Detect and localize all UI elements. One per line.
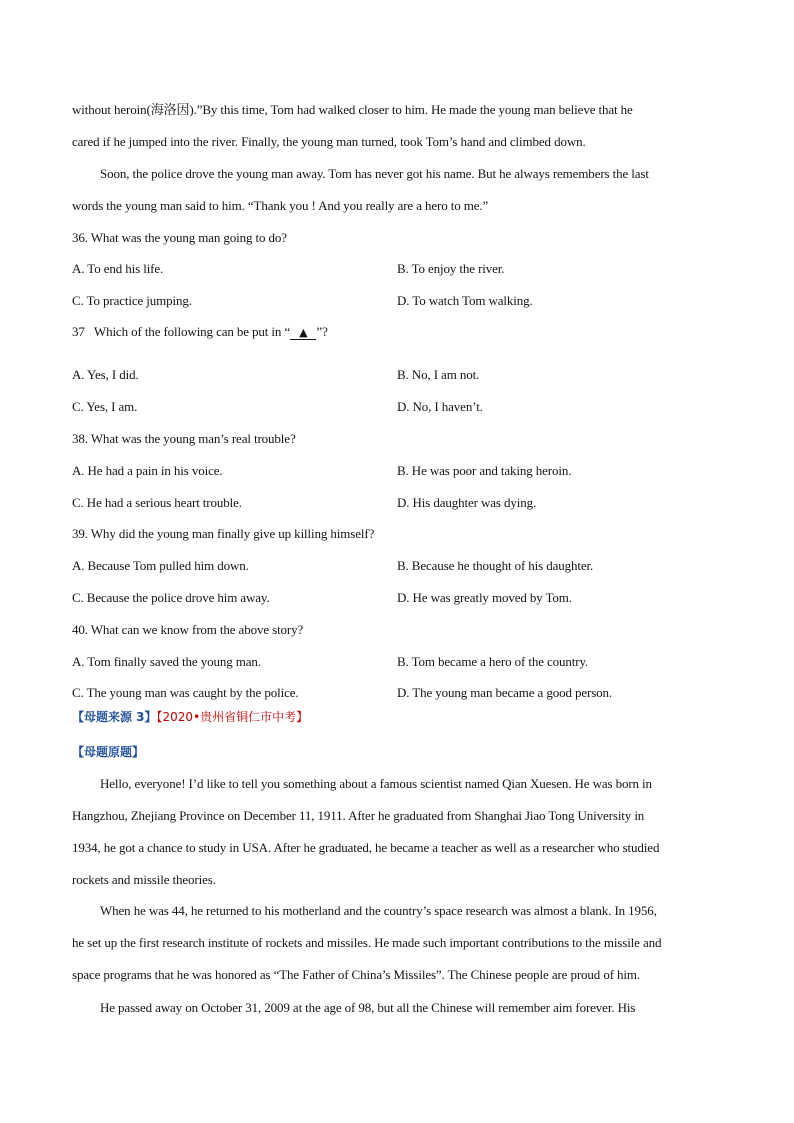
question-36-option-b: B. To enjoy the river. xyxy=(397,261,505,276)
question-37-option-b: B. No, I am not. xyxy=(397,367,480,382)
story-line: words the young man said to him. “Thank you ! And you really are a hero to me.” xyxy=(72,198,489,213)
question-36-option-a: A. To end his life. xyxy=(72,261,164,276)
source-exam: 【2020•贵州省铜仁市中考】 xyxy=(156,710,309,724)
passage-line: space programs that he was honored as “The Father of China’s Missiles”. The Chinese people are proud of him. xyxy=(72,967,641,982)
question-37-option-a: A. Yes, I did. xyxy=(72,367,139,382)
question-39-option-b: B. Because he thought of his daughter. xyxy=(397,558,594,573)
question-39-option-d: D. He was greatly moved by Tom. xyxy=(397,590,572,605)
question-40-option-d: D. The young man became a good person. xyxy=(397,685,613,700)
question-36-stem: 36. What was the young man going to do? xyxy=(72,230,287,245)
passage-line: He passed away on October 31, 2009 at the age of 98, but all the Chinese will remember aim forever. His xyxy=(100,1000,636,1015)
question-36-option-c: C. To practice jumping. xyxy=(72,293,192,308)
question-38-stem: 38. What was the young man’s real trouble? xyxy=(72,431,296,446)
original-question-label: 【母题原题】 xyxy=(72,745,145,759)
passage-line: When he was 44, he returned to his motherland and the country’s space research was almost a blank. In 1956, xyxy=(100,903,657,918)
source-label: 【母题来源 3】 xyxy=(72,710,157,724)
story-line: without heroin(海洛因).”By this time, Tom had walked closer to him. He made the young man believe that he xyxy=(72,102,633,117)
passage-line: Hangzhou, Zhejiang Province on December 11, 1911. After he graduated from Shanghai Jiao Tong University in xyxy=(72,808,645,823)
question-37-stem-before: 37 Which of the following can be put in “ xyxy=(72,324,291,339)
passage-line: rockets and missile theories. xyxy=(72,872,216,887)
question-37-option-c: C. Yes, I am. xyxy=(72,399,138,414)
question-38-option-d: D. His daughter was dying. xyxy=(397,495,537,510)
question-40-stem: 40. What can we know from the above story? xyxy=(72,622,304,637)
question-37-stem xyxy=(72,324,328,340)
question-39-stem: 39. Why did the young man finally give up killing himself? xyxy=(72,526,375,541)
question-37-stem-after: ”? xyxy=(316,324,328,339)
source-header xyxy=(72,709,308,725)
question-39-option-c: C. Because the police drove him away. xyxy=(72,590,270,605)
question-37-option-d: D. No, I haven’t. xyxy=(397,399,483,414)
passage-line: Hello, everyone! I’d like to tell you something about a famous scientist named Qian Xuesen. He was born in xyxy=(100,776,652,791)
question-36-option-d: D. To watch Tom walking. xyxy=(397,293,533,308)
question-40-option-a: A. Tom finally saved the young man. xyxy=(72,654,261,669)
question-38-option-c: C. He had a serious heart trouble. xyxy=(72,495,242,510)
passage-line: he set up the first research institute of rockets and missiles. He made such important contributions to the missile and xyxy=(72,935,662,950)
story-line: Soon, the police drove the young man away. Tom has never got his name. But he always remembers the last xyxy=(100,166,649,181)
question-40-option-b: B. Tom became a hero of the country. xyxy=(397,654,589,669)
answer-blank: ▲ xyxy=(290,326,316,340)
story-line: cared if he jumped into the river. Finally, the young man turned, took Tom’s hand and climbed down. xyxy=(72,134,586,149)
question-38-option-a: A. He had a pain in his voice. xyxy=(72,463,223,478)
passage-line: 1934, he got a chance to study in USA. After he graduated, he became a teacher as well as a researcher who studied xyxy=(72,840,660,855)
question-39-option-a: A. Because Tom pulled him down. xyxy=(72,558,249,573)
question-40-option-c: C. The young man was caught by the police. xyxy=(72,685,299,700)
question-38-option-b: B. He was poor and taking heroin. xyxy=(397,463,572,478)
